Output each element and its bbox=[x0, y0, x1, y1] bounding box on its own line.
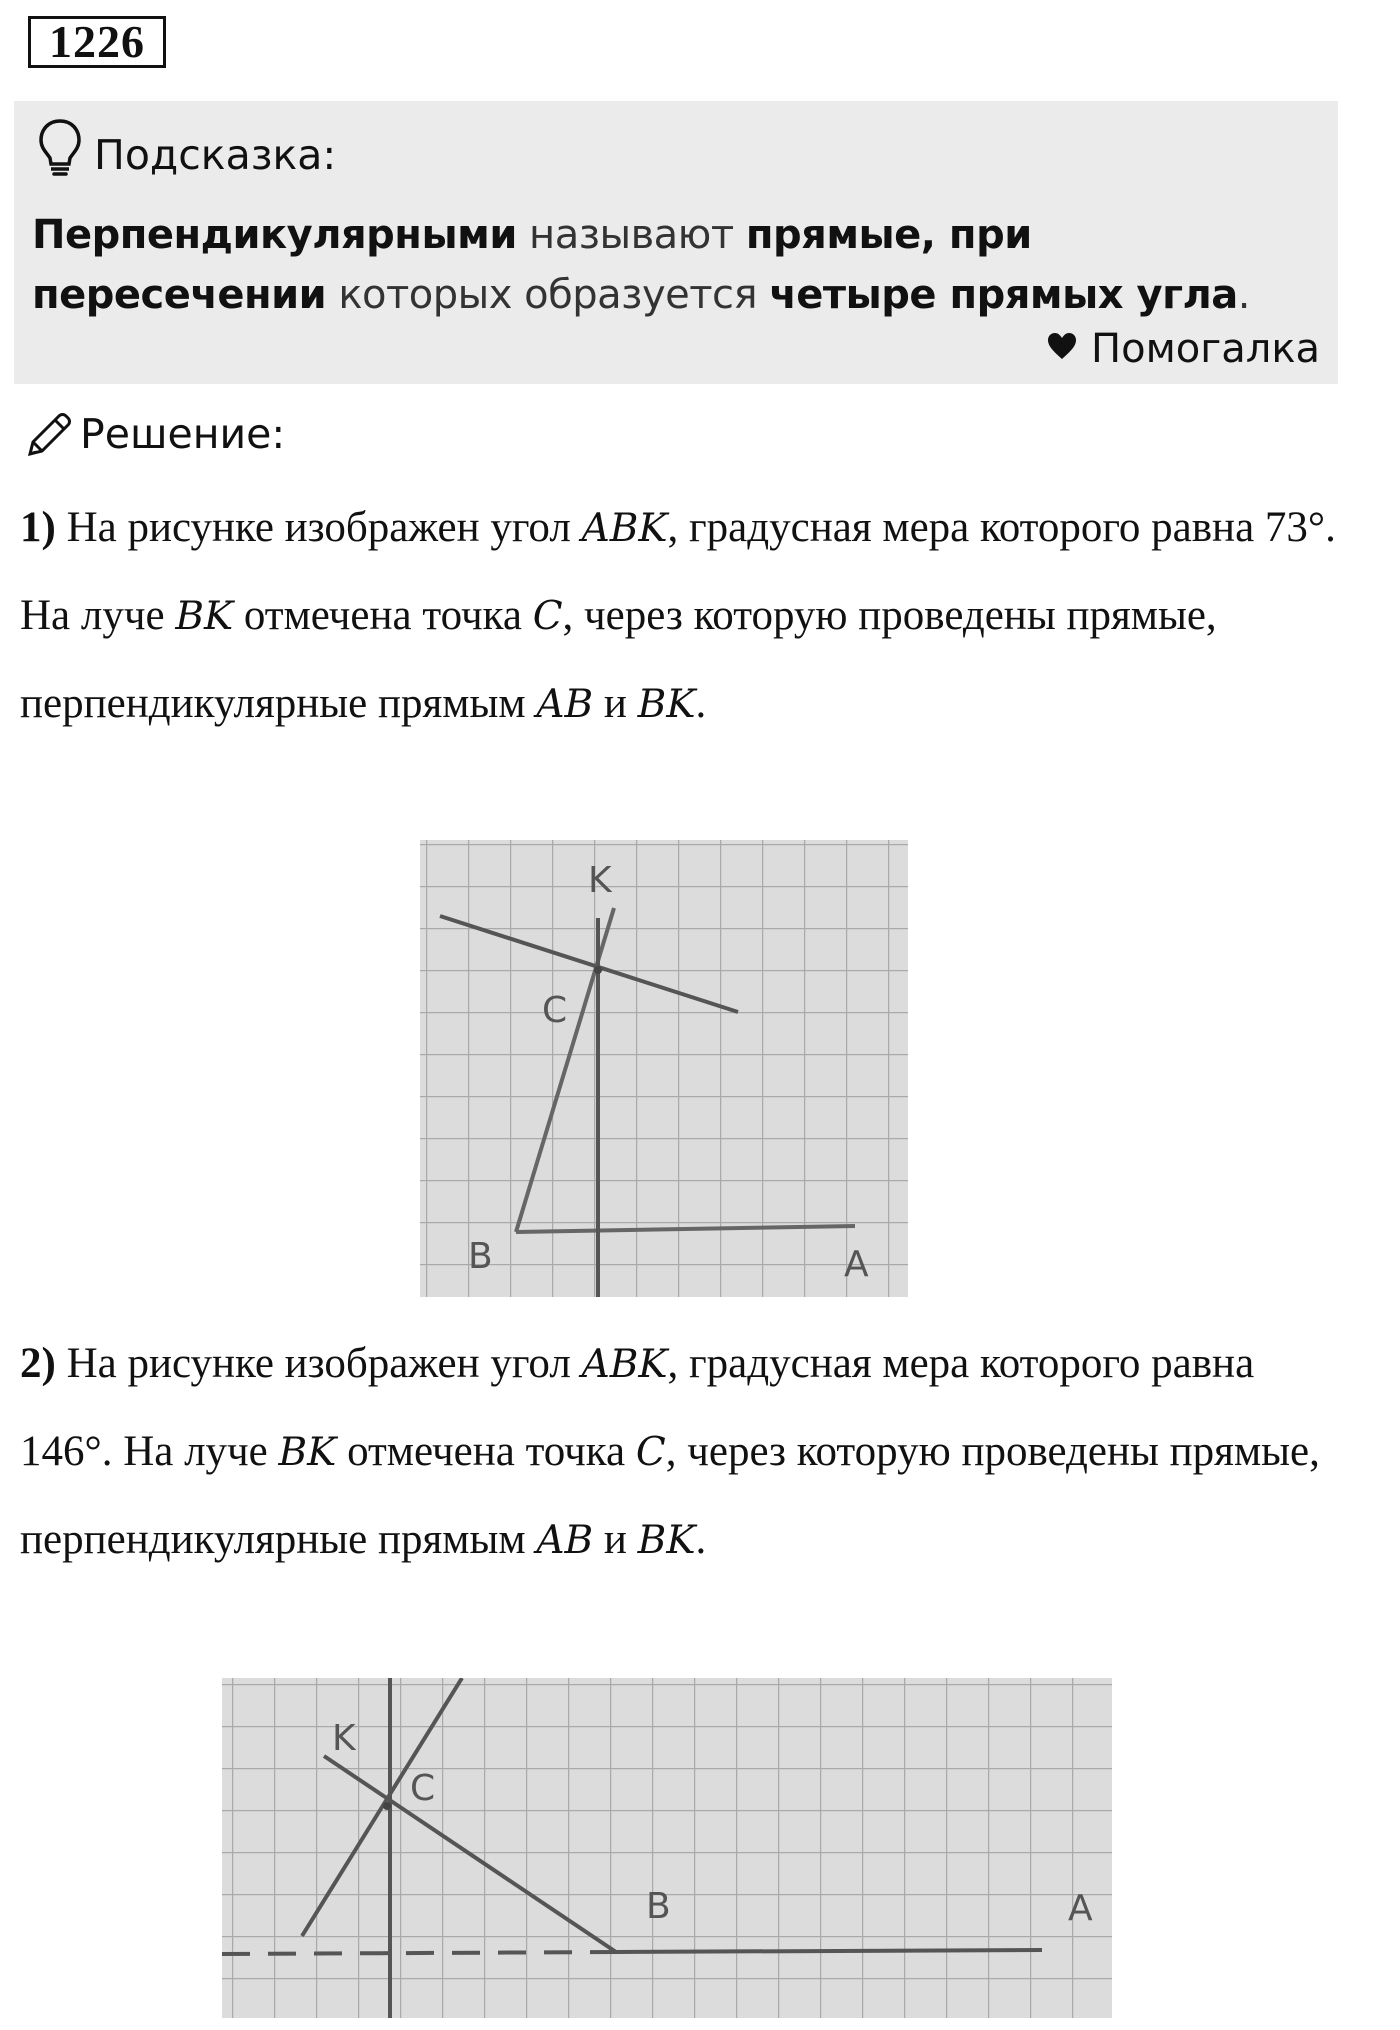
credit bbox=[1047, 325, 1320, 373]
label-c: C bbox=[410, 1768, 436, 1809]
text-segment: На рисунке изображен угол bbox=[55, 504, 582, 551]
text-segment: , градусная мера которого равна 73°. На луче bbox=[20, 504, 1336, 639]
pencil-icon bbox=[22, 410, 74, 462]
figure-1 bbox=[420, 840, 908, 1297]
label-a: A bbox=[844, 1244, 869, 1285]
text-segment: . bbox=[695, 1516, 707, 1563]
hint-text bbox=[32, 205, 1322, 325]
item-number: 2) bbox=[20, 1340, 56, 1387]
figure-1-drawing bbox=[420, 840, 908, 1297]
math-term: C bbox=[532, 594, 563, 639]
math-term: BK bbox=[278, 1430, 337, 1475]
solution-item-2 bbox=[20, 1320, 1340, 1584]
math-term: ABK bbox=[581, 1342, 668, 1387]
text-segment: отмечена точка bbox=[336, 1428, 636, 1475]
text-segment: . bbox=[695, 680, 707, 727]
label-b: B bbox=[646, 1886, 671, 1927]
hint-title: Подсказка: bbox=[94, 131, 337, 179]
text-segment: отмечена точка bbox=[233, 592, 533, 639]
label-c: C bbox=[542, 990, 568, 1031]
figure-2-drawing bbox=[222, 1678, 1112, 2018]
math-term: C bbox=[635, 1430, 666, 1475]
lightbulb-icon bbox=[36, 117, 84, 179]
point-c bbox=[594, 966, 602, 974]
hint-text-segment: называют bbox=[516, 212, 746, 258]
hint-box bbox=[14, 101, 1338, 384]
hint-text-segment: прямые, при пересечении bbox=[32, 212, 1032, 318]
text-segment: , через которую проведены прямые, перпендикулярные прямым bbox=[20, 1428, 1320, 1563]
task-number: 1226 bbox=[28, 16, 166, 68]
ray-ba bbox=[616, 1950, 1042, 1952]
math-term: BK bbox=[175, 594, 234, 639]
item-number: 1) bbox=[20, 504, 56, 551]
hint-text-segment: четыре прямых угла bbox=[769, 272, 1238, 318]
text-segment: и bbox=[593, 1516, 638, 1563]
hint-text-segment: которых образуется bbox=[326, 272, 770, 318]
hint-text-segment: Перпендикулярными bbox=[32, 212, 517, 258]
label-a: A bbox=[1068, 1888, 1093, 1929]
math-term: BK bbox=[637, 1518, 696, 1563]
label-b: B bbox=[468, 1236, 493, 1277]
hint-text-segment: . bbox=[1237, 272, 1250, 318]
text-segment: и bbox=[593, 680, 638, 727]
text-segment: , градусная мера которого равна 146°. На луче bbox=[20, 1340, 1255, 1475]
credit-label: Помогалка bbox=[1091, 326, 1320, 372]
math-term: AB bbox=[536, 682, 594, 727]
math-term: AB bbox=[536, 1518, 594, 1563]
math-term: ABK bbox=[581, 506, 668, 551]
figure-2 bbox=[222, 1678, 1112, 2018]
dashed-extension bbox=[222, 1952, 616, 1954]
solution-item-1 bbox=[20, 484, 1340, 748]
label-k: K bbox=[588, 860, 612, 901]
text-segment: На рисунке изображен угол bbox=[55, 1340, 582, 1387]
solution-title: Решение: bbox=[80, 410, 286, 458]
math-term: BK bbox=[637, 682, 696, 727]
point-c bbox=[383, 1802, 391, 1810]
text-segment: , через которую проведены прямые, перпендикулярные прямым bbox=[20, 592, 1217, 727]
label-k: K bbox=[332, 1718, 356, 1759]
heart-icon bbox=[1047, 332, 1077, 360]
